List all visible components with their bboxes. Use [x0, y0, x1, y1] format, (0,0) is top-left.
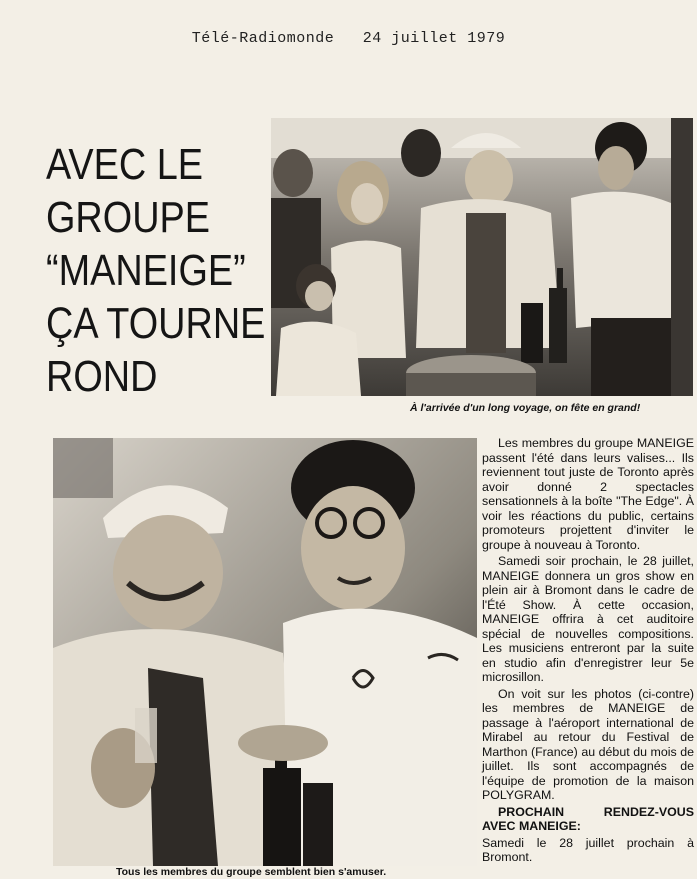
- publication-name: Télé-Radiomonde: [191, 30, 335, 47]
- headline-line: ÇA TOURNE: [46, 299, 266, 348]
- rendezvous-heading: PROCHAIN RENDEZ-VOUS AVEC MANEIGE:: [482, 804, 694, 833]
- headline-line: “MANEIGE”: [46, 246, 246, 295]
- crowd-photo-caption: À l'arrivée d'un long voyage, on fête en grand!: [410, 402, 641, 414]
- crowd-photo: [271, 118, 693, 396]
- article-paragraph: Les membres du groupe MANEIGE passent l'été dans leurs valises... Ils reviennent tout juste de Toronto après avoir donné 2 spectacles sensationnels à la boîte "The Edge". À voir les réactions du public, certains promoteurs projettent d'inviter le groupe à nouveau à Toronto.: [482, 436, 694, 552]
- article-body: [482, 436, 694, 867]
- publication-date: 24 juillet 1979: [362, 30, 506, 47]
- musicians-photo: [53, 438, 477, 866]
- article-paragraph: Samedi soir prochain, le 28 juillet, MANEIGE donnera un gros show en plein air à Bromont dans le cadre de l'Été Show. À cette occasion, MANEIGE offrira à cet auditoire spécial de nouvelles compositions. Les musiciens entreront par la suite en studio afin d'enregistrer leur 5e microsillon.: [482, 554, 694, 684]
- headline-line: AVEC LE: [46, 140, 204, 189]
- headline-line: ROND: [46, 352, 158, 401]
- headline: [46, 138, 266, 403]
- headline-line: GROUPE: [46, 193, 211, 242]
- rendezvous-details: Samedi le 28 juillet prochain à Bromont.: [482, 835, 694, 864]
- article-paragraph: On voit sur les photos (ci-contre) les membres de MANEIGE de passage à l'aéroport international de Mirabel au retour du Festival de Marthon (France) au début du mois de juillet. Ils sont accompagnés de l'équipe de promotion de la maison POLYGRAM.: [482, 686, 694, 802]
- musicians-photo-caption: Tous les membres du groupe semblent bien s'amuser.: [116, 866, 387, 878]
- page-header: [0, 30, 697, 47]
